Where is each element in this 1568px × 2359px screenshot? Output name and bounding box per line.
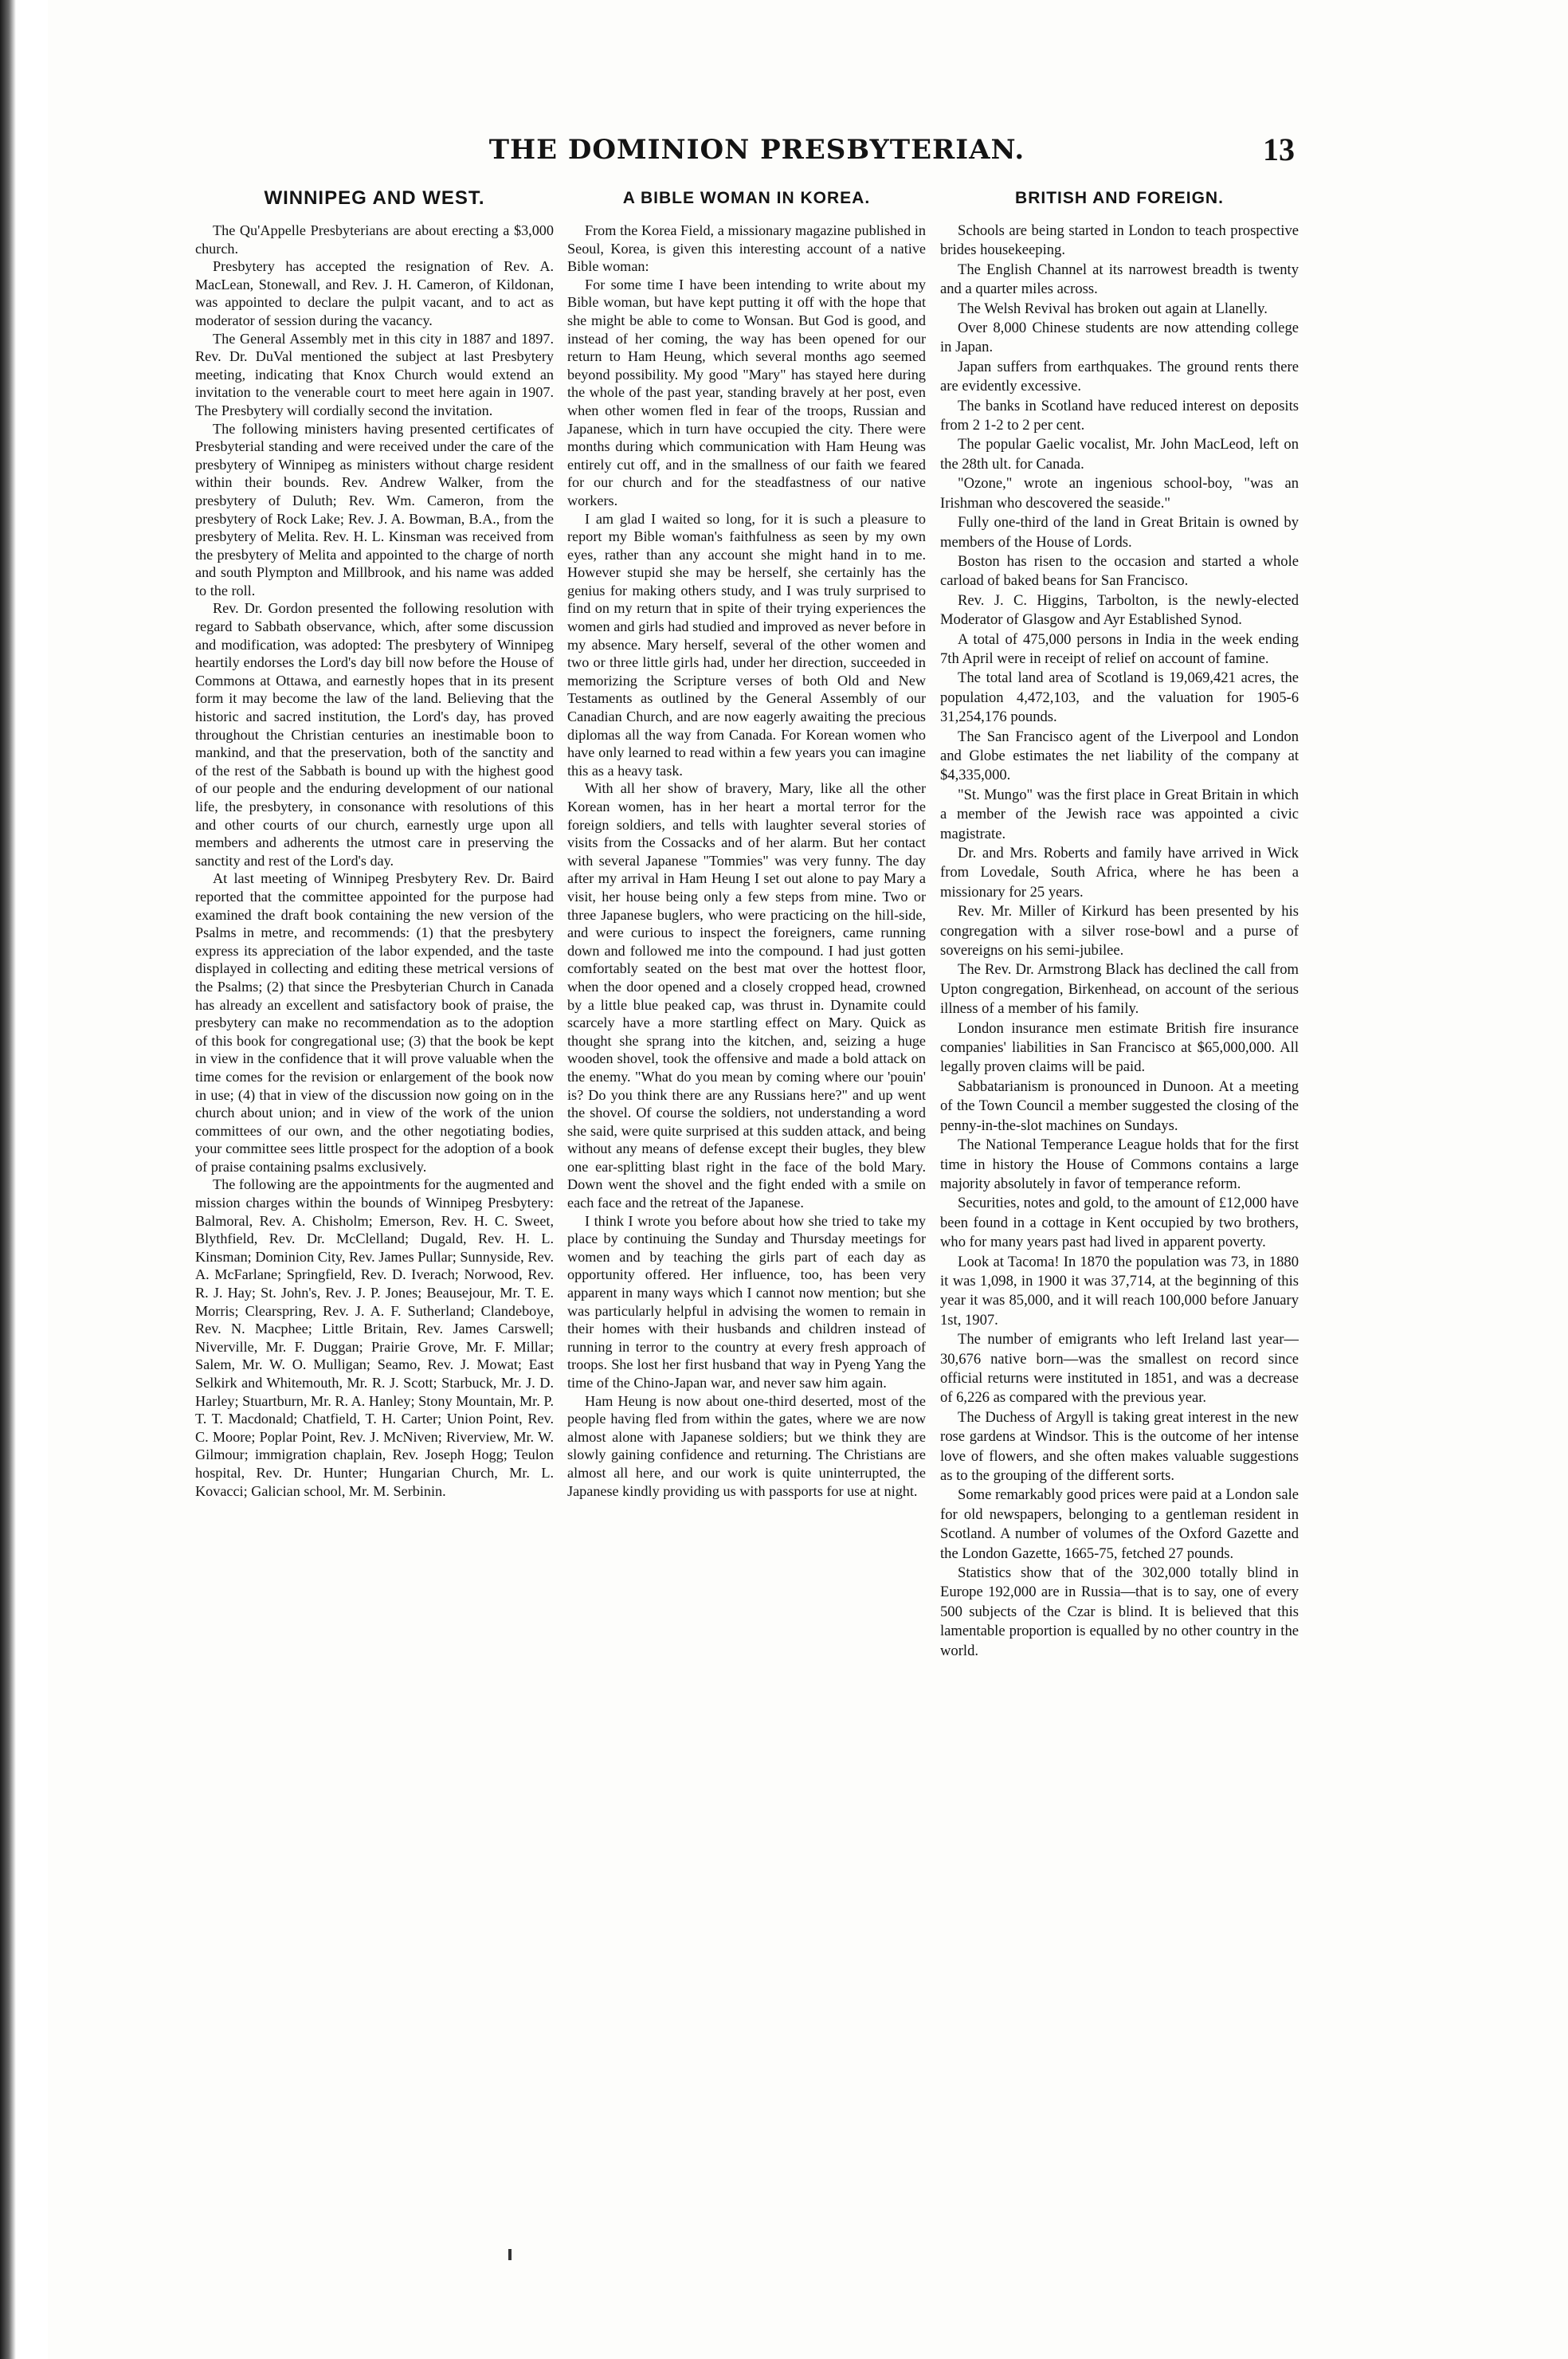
page-edge-shadow — [0, 0, 16, 2359]
paragraph: Rev. Mr. Miller of Kirkurd has been presented by his congregation with a silver rose-bowl and a purse of sovereigns on his semi-jubilee. — [940, 903, 1299, 960]
page-number: 13 — [1263, 131, 1295, 167]
paragraph: Schools are being started in London to teach prospective brides housekeeping. — [940, 222, 1299, 259]
paragraph: Boston has risen to the occasion and started a whole carload of baked beans for San Francisco. — [940, 552, 1299, 590]
paragraph: The total land area of Scotland is 19,069,421 acres, the population 4,472,103, and the valuation for 1905-6 31,254,176 pounds. — [940, 669, 1299, 726]
paragraph: The banks in Scotland have reduced interest on deposits from 2 1-2 to 2 per cent. — [940, 397, 1299, 434]
column-winnipeg-and-west — [195, 186, 554, 2338]
paragraph: The Welsh Revival has broken out again at Llanelly. — [958, 300, 1268, 317]
article-body — [567, 222, 926, 1500]
paragraph: Fully one-third of the land in Great Britain is owned by members of the House of Lords. — [940, 514, 1299, 551]
article-body — [195, 222, 554, 1500]
paragraph: The Rev. Dr. Armstrong Black has declined the call from Upton congregation, Birkenhead, on account of the serious illness of a member of his family. — [940, 961, 1299, 1018]
article-heading: WINNIPEG AND WEST. — [264, 187, 485, 209]
paragraph: The following are the appointments for the augmented and mission charges within the bounds of Winnipeg Presbytery: Balmoral, Rev. A. Chisholm; Emerson, Rev. H. C. Sweet, Blythfield, Rev. Dr. McClelland; Dugald, Rev. H. L. Kinsman; Dominion City, Rev. James Pullar; Sunnyside, Rev. A. McFarlane; Springfield, Rev. D. Iverach; Norwood, Rev. R. J. Hay; St. John's, Rev. J. P. Jones; Beausejour, Mr. T. E. Morris; Clearspring, Rev. J. A. F. Sutherland; Clandeboye, Rev. N. Macphee; Little Britain, Rev. James Carswell; Niverville, Mr. F. Duggan; Prairie Grove, Mr. F. Millar; Salem, Mr. W. O. Mulligan; Seamo, Rev. J. Mowat; East Selkirk and Whitemouth, Mr. R. J. Scott; Starbuck, Mr. J. D. Harley; Stuartburn, Mr. R. A. Hanley; Stony Mountain, Mr. P. T. T. Macdonald; Chatfield, T. H. Carter; Union Point, Rev. C. Moore; Poplar Point, Rev. J. McNiven; Riverview, Mr. W. Gilmour; immigration chaplain, Rev. Joseph Hogg; Teulon hospital, Rev. Dr. Hunter; Hungarian Church, Mr. L. Kovacci; Galician school, Mr. M. Serbinin. — [195, 1176, 554, 1499]
paragraph: The General Assembly met in this city in 1887 and 1897. Rev. Dr. DuVal mentioned the subject at last Presbytery meeting, indicating that Knox Church would extend an invitation to the venerable court to meet here again in 1907. The Presbytery will cordially second the invitation. — [195, 330, 554, 418]
paragraph: With all her show of bravery, Mary, like all the other Korean women, has in her heart a mortal terror for the foreign soldiers, and tells with laughter several stories of visits from the Cossacks and of her alarm. But her contact with several Japanese "Tommies" was very funny. The day after my arrival in Ham Heung I set out alone to pay Mary a visit, her house being only a few steps from mine. Two or three Japanese buglers, who were practicing on the hill-side, and were curious to inspect the foreigners, came running down and followed me into the compound. I had just gotten comfortably seated on the best mat over the hottest floor, when the door opened and a closely cropped head, crowned by a little blue peaked cap, was thrust in. Dynamite could scarcely have a more startling effect on Mary. Quick as thought she sprang into the kitchen, and, seizing a huge wooden shovel, took the offensive and made a bold attack on the enemy. "What do you mean by coming where our 'pouin' is? Do you think there are any Russians here?" and up went the shovel. Of course the soldiers, not understanding a word she said, were quite surprised at this sudden attack, and being without any means of defense except their bugles, they blew one ear-splitting blast right in the face of the bold Mary. Down went the shovel and the fight ended with a smile on each face and the retreat of the Japanese. — [567, 780, 926, 1211]
paragraph: Some remarkably good prices were paid at a London sale for old newspapers, belonging to a gentleman resident in Scotland. A number of volumes of the Oxford Gazette and the London Gazette, 1665-75, fetched 27 pounds. — [940, 1486, 1299, 1562]
paragraph: I am glad I waited so long, for it is such a pleasure to report my Bible woman's faithfulness as seen by my own eyes, rather than any account she might hand in to me. However stupid she may be herself, she certainly has the genius for making others study, and I was truly surprised to find on my return that in spite of their trying experiences the women and girls had studied and improved as never before in my absence. Mary herself, several of the other women and two or three little girls had, under her direction, succeeded in memorizing the Scripture verses of both Old and New Testaments as outlined by the General Assembly of our Canadian Church, and are now eagerly awaiting the precious diplomas all the way from Canada. For Korean women who have only learned to read within a few years you can imagine this as a heavy task. — [567, 510, 926, 779]
paragraph: "Ozone," wrote an ingenious school-boy, "was an Irishman who descovered the seaside." — [940, 475, 1299, 512]
paragraph: The San Francisco agent of the Liverpool and London and Globe estimates the net liability of the company at $4,335,000. — [940, 728, 1299, 784]
column-bible-woman-in-korea — [567, 186, 926, 2338]
paragraph: Sabbatarianism is pronounced in Dunoon. At a meeting of the Town Council a member suggested the closing of the penny-in-the-slot machines on Sundays. — [940, 1077, 1299, 1134]
paragraph: The English Channel at its narrowest breadth is twenty and a quarter miles across. — [940, 261, 1299, 298]
article-body — [940, 222, 1299, 1661]
paragraph: Presbytery has accepted the resignation of Rev. A. MacLean, Stonewall, and Rev. J. H. Cameron, of Kildonan, was appointed to declare the pulpit vacant, and to act as moderator of session during the vacancy. — [195, 258, 554, 328]
paragraph: The number of emigrants who left Ireland last year—30,676 native born—was the smallest on record since official returns were instituted in 1851, and was a decrease of 6,226 as compared with the previous year. — [940, 1331, 1299, 1407]
paragraph: Statistics show that of the 302,000 totally blind in Europe 192,000 are in Russia—that is to say, one of every 500 subjects of the Czar is blind. It is believed that this lamentable proportion is equalled by no other country in the world. — [940, 1564, 1299, 1659]
paragraph: "St. Mungo" was the first place in Great Britain in which a member of the Jewish race was appointed a civic magistrate. — [940, 786, 1299, 842]
paragraph: London insurance men estimate British fire insurance companies' liabilities in San Francisco at $65,000,000. All legally proven claims will be paid. — [940, 1019, 1299, 1076]
paragraph: Japan suffers from earthquakes. The ground rents there are evidently excessive. — [940, 358, 1299, 395]
paragraph: The following ministers having presented certificates of Presbyterial standing and were received under the care of the presbytery of Winnipeg as ministers without charge resident within their bounds. Rev. Andrew Walker, from the presbytery of Duluth; Rev. Wm. Cameron, from the presbytery of Rock Lake; Rev. J. A. Bowman, B.A., from the presbytery of Melita. Rev. H. L. Kinsman was received from the presbytery of Melita and appointed to the charge of north and south Plympton and Millbrook, and his name was added to the roll. — [195, 420, 554, 599]
masthead: THE DOMINION PRESBYTERIAN. — [488, 134, 1025, 166]
paragraph: Rev. J. C. Higgins, Tarbolton, is the newly-elected Moderator of Glasgow and Ayr Established Synod. — [940, 591, 1299, 629]
paragraph: Rev. Dr. Gordon presented the following resolution with regard to Sabbath observance, which, after some discussion and modification, was adopted: The presbytery of Winnipeg heartily endorses the Lord's day bill now before the House of Commons at Ottawa, and earnestly hopes that in its present form it may become the law of the land. Believing that the historic and sacred institution, the Lord's day, has proved throughout the Christian centuries an inestimable boon to mankind, and that the preservation, both of the sanctity and of the rest of the Sabbath is bound up with the highest good of our people and the enduring development of our national life, the presbytery, in consonance with resolutions of this and other courts of our church, earnestly urge upon all members and adherents the utmost care in preserving the sanctity and rest of the Lord's day. — [195, 600, 554, 869]
paragraph: From the Korea Field, a missionary magazine published in Seoul, Korea, is given this interesting account of a native Bible woman: — [567, 222, 926, 275]
paragraph: Securities, notes and gold, to the amount of £12,000 have been found in a cottage in Kent occupied by two brothers, who for many years past had lived in apparent poverty. — [940, 1195, 1299, 1251]
paragraph: Ham Heung is now about one-third deserted, most of the people having fled from within the gates, where we are now almost alone with Japanese soldiers; but we think they are slowly gaining confidence and returning. The Christians are almost all here, and our work is quite uninterrupted, the Japanese kindly providing us with passports for use at night. — [567, 1392, 926, 1499]
paragraph: A total of 475,000 persons in India in the week ending 7th April were in receipt of relief on account of famine. — [940, 630, 1299, 667]
paragraph: The popular Gaelic vocalist, Mr. John MacLeod, left on the 28th ult. for Canada. — [940, 436, 1299, 473]
paragraph: Over 8,000 Chinese students are now attending college in Japan. — [940, 320, 1299, 356]
paragraph: Look at Tacoma! In 1870 the population was 73, in 1880 it was 1,098, in 1900 it was 37,714, at the beginning of this year it was 85,000, and it will reach 100,000 before January 1st, 1907. — [940, 1253, 1299, 1329]
article-heading: A BIBLE WOMAN IN KOREA. — [622, 189, 871, 207]
article-heading: BRITISH AND FOREIGN. — [1015, 189, 1224, 207]
paragraph: The Duchess of Argyll is taking great interest in the new rose gardens at Windsor. This is the outcome of her intense love of flowers, and she often makes valuable suggestions as to the grouping of the different sorts. — [940, 1408, 1299, 1484]
ink-mark — [508, 2249, 512, 2260]
paragraph: The National Temperance League holds that for the first time in history the House of Commons contains a large majority absolutely in favor of temperance reform. — [940, 1136, 1299, 1192]
column-british-and-foreign — [940, 186, 1299, 2338]
paragraph: Dr. and Mrs. Roberts and family have arrived in Wick from Lovedale, South Africa, where he has been a missionary for 25 years. — [940, 845, 1299, 901]
paragraph: At last meeting of Winnipeg Presbytery Rev. Dr. Baird reported that the committee appointed for the purpose had examined the draft book containing the new version of the Psalms in metre, and recommends: (1) that the presbytery express its appreciation of the labor expended, and the taste displayed in collecting and editing these metrical versions of the Psalms; (2) that since the Presbyterian Church in Canada has already an excellent and satisfactory book of praise, the presbytery can make no recommendation as to the adoption of this book for congregational use; (3) that the book be kept in view in the confidence that it will prove valuable when the time comes for the revision or enlargement of the book now in use; (4) that in view of the discussion now going on in the church about union; and in view of the work of the union committees of our own, and the other negotiating bodies, your committee sees little prospect for the adoption of a book of praise containing psalms exclusively. — [195, 870, 554, 1175]
paragraph: The Qu'Appelle Presbyterians are about erecting a $3,000 church. — [195, 222, 554, 257]
paragraph: For some time I have been intending to write about my Bible woman, but have kept putting it off with the hope that she might be able to come to Wonsan. But God is good, and instead of her coming, the way has been opened for our return to Ham Heung, which several months ago seemed beyond possibility. My good "Mary" has stayed here during the whole of the past year, standing bravely at her post, even when other women fled in fear of the troops, Russian and Japanese, which in turn have occupied the city. There were months during which communication with Ham Heung was entirely cut off, and in the smallness of our faith we feared for our church and for the steadfastness of our native workers. — [567, 276, 926, 508]
paragraph: I think I wrote you before about how she tried to take my place by continuing the Sunday and Thursday meetings for women and by teaching the girls part of each day as opportunity offered. Her influence, too, has been very apparent in many ways which I cannot now mention; but she was particularly helpful in advising the women to remain in their homes with their husbands and children instead of running in terror to the country at every fresh approach of troops. She lost her first husband that way in Pyeng Yang the time of the Chino-Japan war, and never saw him again. — [567, 1212, 926, 1391]
